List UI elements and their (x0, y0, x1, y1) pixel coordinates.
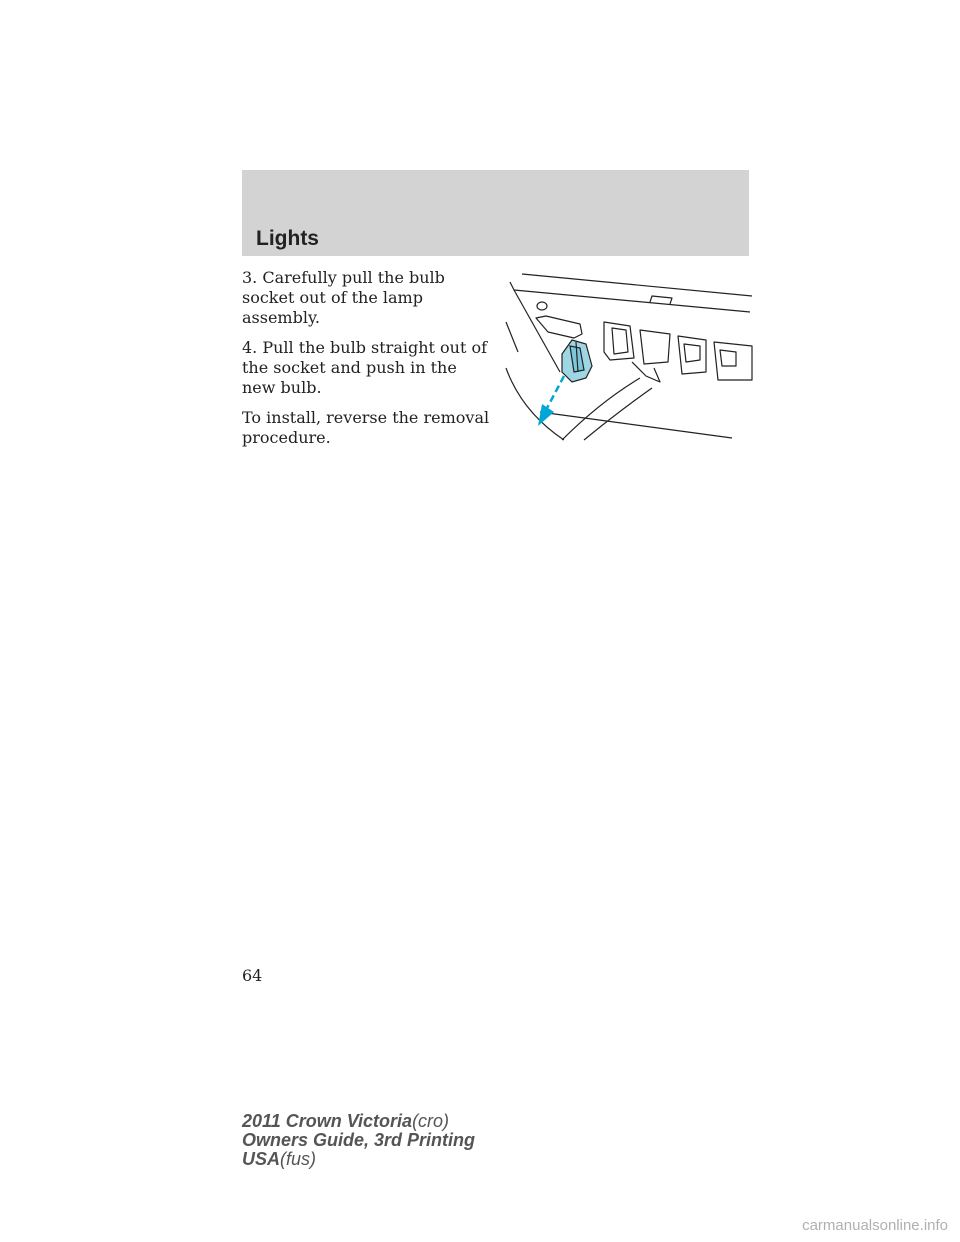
bulb-socket-highlight (562, 340, 592, 382)
footer-region-code: (fus) (280, 1149, 317, 1169)
pull-direction-arrow (538, 376, 564, 426)
footer-model: 2011 Crown Victoria (242, 1111, 413, 1131)
footer-line-3 (242, 1150, 475, 1169)
instruction-install-note: To install, reverse the removal procedure. (242, 408, 490, 447)
footer-model-code: (cro) (412, 1111, 450, 1131)
footer-line-1 (242, 1112, 475, 1131)
footer-region: USA (242, 1149, 281, 1169)
watermark: carmanualsonline.info (802, 1217, 948, 1234)
document-footer (242, 1112, 475, 1169)
footer-line-2 (242, 1131, 475, 1150)
section-title: Lights (256, 227, 319, 250)
footer-edition: Owners Guide, 3rd Printing (242, 1130, 476, 1150)
section-header (242, 170, 749, 256)
instructions (242, 268, 492, 458)
page-number: 64 (242, 966, 263, 985)
bulb-socket-illustration (500, 262, 756, 442)
instruction-step-3: 3. Carefully pull the bulb socket out of the lamp assembly. (242, 268, 445, 327)
instruction-step-4: 4. Pull the bulb straight out of the socket and push in the new bulb. (242, 338, 488, 397)
